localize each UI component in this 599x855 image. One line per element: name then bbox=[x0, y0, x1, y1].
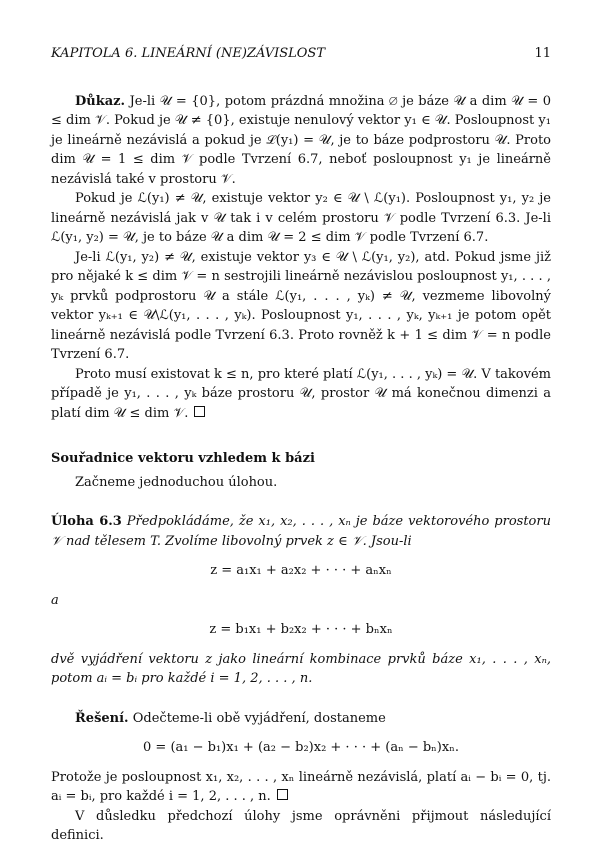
solution-paragraph-3: V důsledku předchozí úlohy jsme oprávněni přijmout následující definici. bbox=[51, 808, 551, 843]
task-statement bbox=[51, 512, 551, 551]
solution-paragraph bbox=[51, 709, 551, 729]
equation-3: 0 = (a₁ − b₁)x₁ + (a₂ − b₂)x₂ + · · · + (aₙ − bₙ)xₙ. bbox=[143, 740, 459, 755]
task-text: Předpokládáme, že x₁, x₂, . . . , xₙ je báze vektorového prostoru 𝒱 nad tělesem T. Zvolíme libovolný prvek z ∈ 𝒱. Jsou-li bbox=[51, 514, 551, 549]
solution-text: Odečteme-li obě vyjádření, dostaneme bbox=[132, 710, 386, 726]
section-title: Souřadnice vektoru vzhledem k bázi bbox=[51, 451, 315, 466]
equation-2: z = b₁x₁ + b₂x₂ + · · · + bₙxₙ bbox=[209, 622, 393, 637]
equation-1: z = a₁x₁ + a₂x₂ + · · · + aₙxₙ bbox=[210, 563, 392, 578]
running-header bbox=[51, 44, 551, 64]
proof-text-4: Proto musí existovat k ≤ n, pro které platí ℒ(y₁, . . . , yₖ) = 𝒰. V takovém případě je y₁, . . . , yₖ báze prostoru 𝒰, prostor 𝒰 má konečnou dimenzi a platí dim 𝒰 ≤ dim 𝒱. bbox=[51, 366, 551, 421]
solution-label: Řešení. bbox=[75, 710, 129, 726]
page-number: 11 bbox=[534, 46, 551, 61]
qed-square-icon bbox=[194, 406, 205, 417]
chapter-title: KAPITOLA 6. LINEÁRNÍ (NE)ZÁVISLOST bbox=[51, 46, 326, 61]
proof-paragraph-4 bbox=[51, 365, 551, 424]
solution-text-2: Protože je posloupnost x₁, x₂, . . . , xₙ lineárně nezávislá, platí aᵢ − bᵢ = 0, tj. aᵢ = bᵢ, pro každé i = 1, 2, . . . , n. bbox=[51, 769, 551, 804]
proof-label: Důkaz. bbox=[75, 93, 126, 109]
conjunction: a bbox=[51, 592, 59, 608]
qed-square-icon-2 bbox=[277, 789, 288, 800]
proof-paragraph-2: Pokud je ℒ(y₁) ≠ 𝒰, existuje vektor y₂ ∈ 𝒰 \ ℒ(y₁). Posloupnost y₁, y₂ je lineárně nezávislá jak v 𝒰 tak i v celém prostoru 𝒱 podle Tvrzení 6.3. Je-li ℒ(y₁, y₂) = 𝒰, je to báze 𝒰 a dim 𝒰 = 2 ≤ dim 𝒱 podle Tvrzení 6.7. bbox=[51, 191, 551, 245]
task-label: Úloha 6.3 bbox=[51, 514, 122, 529]
solution-paragraph-2 bbox=[51, 768, 551, 807]
section-intro: Začneme jednoduchou úlohou. bbox=[75, 474, 278, 490]
proof-paragraph-1 bbox=[51, 92, 551, 190]
page bbox=[51, 44, 551, 846]
proof-paragraph-3: Je-li ℒ(y₁, y₂) ≠ 𝒰, existuje vektor y₃ ∈ 𝒰 \ ℒ(y₁, y₂), atd. Pokud jsme již pro nějaké k ≤ dim 𝒱 = n sestrojili lineárně nezávislou posloupnost y₁, . . . , yₖ prvků podprostoru 𝒰 a stále ℒ(y₁, . . . , yₖ) ≠ 𝒰, vezmeme libovolný vektor yₖ₊₁ ∈ 𝒰\ℒ(y₁, . . . , yₖ). Posloupnost y₁, . . . , yₖ, yₖ₊₁ je potom opět lineárně nezávislá podle Tvrzení 6.3. Proto rovněž k + 1 ≤ dim 𝒱 = n podle Tvrzení 6.7. bbox=[51, 249, 551, 362]
proof-text-1: Je-li 𝒰 = {0}, potom prázdná množina ∅ je báze 𝒰 a dim 𝒰 = 0 ≤ dim 𝒱. Pokud je 𝒰 ≠ {0}, existuje nenulový vektor y₁ ∈ 𝒰. Posloupnost y₁ je lineárně nezávislá a pokud je ℒ(y₁) = 𝒰, je to báze podprostoru 𝒰. Proto dim 𝒰 = 1 ≤ dim 𝒱 podle Tvrzení 6.7, neboť posloupnost y₁ je lineárně nezávislá také v prostoru 𝒱. bbox=[51, 93, 551, 187]
task-tail: dvě vyjádření vektoru z jako lineární kombinace prvků báze x₁, . . . , xₙ, potom aᵢ = bᵢ pro každé i = 1, 2, . . . , n. bbox=[51, 651, 551, 686]
